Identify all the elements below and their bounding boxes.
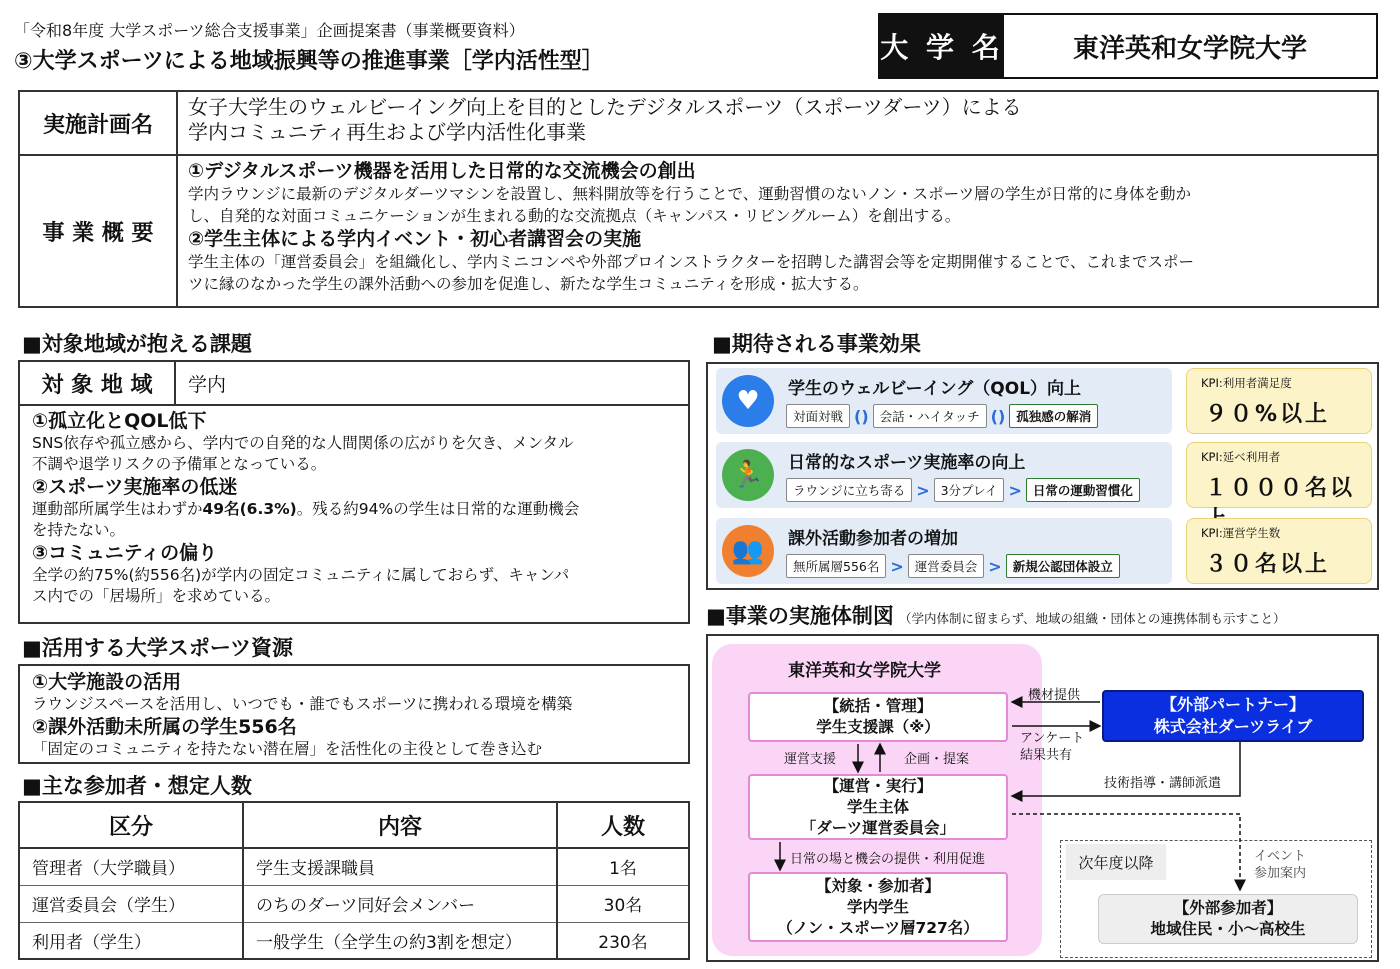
kpi-card: [1186, 442, 1372, 508]
area-label: 対 象 地 域: [20, 362, 176, 404]
org-heading-note: （学内体制に留まらず、地域の組織・団体との連携体制も示すこと）: [898, 611, 1286, 626]
effect-chip: ラウンジに立ち寄る: [786, 478, 912, 502]
chevron-right-icon: >: [890, 556, 904, 576]
target-line-2: 学内学生: [846, 897, 909, 916]
overview-heading-1: ①デジタルスポーツ機器を活用した日常的な交流機会の創出: [188, 160, 696, 182]
org-chart: [706, 634, 1379, 962]
table-cell: のちのダーツ同好会メンバー: [243, 885, 557, 922]
effect-title: 課外活動参加者の増加: [788, 529, 958, 549]
resources-box: [18, 664, 690, 764]
issues-heading: ■対象地域が抱える課題: [22, 332, 252, 356]
label-event: [1254, 848, 1306, 882]
university-name: 東洋英和女学院大学: [1072, 33, 1307, 64]
table-cell: 一般学生（全学生の約3割を想定）: [243, 922, 557, 959]
issue-heading-1: ①孤立化とQOL低下: [32, 410, 207, 432]
effect-card: [716, 442, 1172, 508]
issue-text-3a: 全学の約75%(約556名)が学内の固定コミュニティに属しておらず、キャンパ: [32, 566, 570, 584]
heart-icon: ♥: [722, 375, 774, 427]
plan-overview-table: [18, 90, 1379, 308]
plan-line-1: 女子大学生のウェルビーイング向上を目的としたデジタルスポーツ（スポーツダーツ）による: [188, 95, 1022, 119]
effect-chip: 対面対戦: [786, 404, 850, 428]
chevron-right-icon: >: [1008, 480, 1022, 500]
label-survey: [1020, 730, 1084, 764]
effect-chip-result: 孤独感の解消: [1009, 404, 1098, 428]
kpi-label: KPI:運営学生数: [1201, 526, 1281, 540]
label-event-1: イベント: [1254, 849, 1307, 864]
resource-heading-1: ①大学施設の活用: [32, 671, 182, 693]
overview-label: 事 業 概 要: [19, 155, 177, 307]
label-daily: 日常の場と機会の提供・利用促進: [790, 852, 986, 867]
issue-text-2a: [32, 499, 676, 520]
kpi-value: ９０%以上: [1205, 402, 1331, 427]
overview-content: [177, 155, 1378, 307]
issue-text-2-pre: 運動部所属学生はわずか: [32, 500, 203, 518]
cycle-arrow-icon: (): [854, 406, 869, 426]
overview-text-2b: ツに縁のなかった学生の課外活動への参加を促進し、新たな学生コミュニティを形成・拡大する。: [188, 275, 869, 293]
issue-text-2-bold: 49名(6.3%): [202, 500, 297, 518]
plan-name: [177, 91, 1378, 155]
arrow-event: [1012, 814, 1240, 890]
university-box: [878, 13, 1378, 79]
col-header-count: 人数: [557, 802, 689, 848]
kpi-card: [1186, 518, 1372, 584]
kpi-label: KPI:利用者満足度: [1201, 376, 1292, 390]
participants-heading: ■主な参加者・想定人数: [22, 774, 252, 798]
overview-heading-2: ②学生主体による学内イベント・初心者講習会の実施: [188, 228, 642, 250]
external-title: 【外部参加者】: [1173, 899, 1283, 917]
label-equipment: 機材提供: [1028, 688, 1081, 703]
issue-heading-2: ②スポーツ実施率の低迷: [32, 476, 238, 498]
table-cell: 管理者（大学職員）: [19, 848, 243, 885]
management-title: 【統括・管理】: [823, 697, 933, 715]
resource-heading-2: ②課外活動未所属の学生556名: [32, 716, 297, 738]
issue-heading-3: ③コミュニティの偏り: [32, 542, 218, 564]
kpi-value: １０００名以: [1205, 476, 1356, 501]
org-university-name: 東洋英和女学院大学: [788, 661, 941, 681]
table-row: [19, 848, 689, 885]
area-value: 学内: [188, 373, 227, 396]
overview-text-1a: 学内ラウンジに最新のデジタルダーツマシンを設置し、無料開放等を行うことで、運動習慣のないノン・スポーツ層の学生が日常的に身体を動か: [188, 185, 1192, 203]
table-cell: 1名: [557, 848, 689, 885]
issues-box: [18, 360, 690, 624]
resource-text-1: ラウンジスペースを活用し、いつでも・誰でもスポーツに携われる環境を構築: [32, 695, 573, 713]
effect-card: [716, 368, 1172, 434]
issue-text-2b: を持たない。: [32, 521, 126, 539]
resources-heading: ■活用する大学スポーツ資源: [22, 636, 294, 660]
resource-text-2: 「固定のコミュニティを持たない潜在層」を活性化の主役として巻き込む: [32, 740, 542, 758]
table-cell: 230名: [557, 922, 689, 959]
plan-label: 実施計画名: [19, 91, 177, 155]
org-heading-row: [706, 600, 1285, 630]
page-title: ③大学スポーツによる地域振興等の推進事業［学内活性型］: [14, 49, 604, 74]
overview-text-1b: し、自発的な対面コミュニケーションが生まれる動的な交流拠点（キャンパス・リビングルーム）を創出する。: [188, 207, 961, 225]
chevron-right-icon: >: [916, 480, 930, 500]
participants-table: [18, 801, 690, 960]
next-year-label: 次年度以降: [1066, 844, 1166, 880]
issue-text-1a: SNS依存や孤立感から、学内での自発的な人間関係の広がりを欠き、メンタル: [32, 434, 574, 452]
effect-chip: 3分プレイ: [934, 478, 1005, 502]
label-survey-2: 結果共有: [1020, 748, 1073, 763]
issue-text-3b: ス内での「居場所」を求めている。: [32, 587, 281, 605]
table-cell: 30名: [557, 885, 689, 922]
table-row: [19, 922, 689, 959]
label-tech: 技術指導・講師派遣: [1104, 776, 1222, 791]
effect-chip: 運営委員会: [908, 554, 985, 578]
target-line-3: （ノン・スポーツ層727名）: [777, 918, 979, 937]
col-header-category: 区分: [19, 802, 243, 848]
target-title: 【対象・参加者】: [815, 876, 940, 895]
university-label: 大 学 名: [880, 15, 1004, 77]
effect-chip-result: 新規公認団体設立: [1006, 554, 1120, 578]
effect-chip: 無所属層556名: [786, 554, 886, 578]
table-row: [19, 885, 689, 922]
management-name: 学生支援課（※）: [816, 718, 940, 736]
group-icon: 👥: [722, 525, 774, 577]
effect-title: 日常的なスポーツ実施率の向上: [788, 453, 1026, 473]
label-survey-1: アンケート: [1020, 731, 1085, 746]
table-cell: 利用者（学生）: [19, 922, 243, 959]
table-cell: 運営委員会（学生）: [19, 885, 243, 922]
issue-text-2-post: 。残る約94%の学生は日常的な運動機会: [296, 500, 580, 518]
external-name: 地域住民・小～高校生: [1150, 920, 1306, 938]
operations-line-2: 学生主体: [846, 797, 909, 816]
subtitle: 「令和8年度 大学スポーツ総合支援事業」企画提案書（事業概要資料）: [14, 21, 525, 40]
effect-chip: 会話・ハイタッチ: [873, 404, 987, 428]
effects-box: [706, 362, 1379, 590]
effect-title: 学生のウェルビーイング（QOL）向上: [788, 379, 1082, 399]
operations-line-3: 「ダーツ運営委員会」: [800, 818, 956, 837]
label-event-2: 参加案内: [1254, 866, 1307, 881]
org-heading: ■事業の実施体制図: [706, 604, 894, 628]
issue-text-1b: 不調や退学リスクの予備軍となっている。: [32, 455, 327, 473]
kpi-value: ３０名以上: [1205, 552, 1331, 577]
effect-chip-result: 日常の運動習慣化: [1026, 478, 1140, 502]
chevron-right-icon: >: [988, 556, 1002, 576]
operations-title: 【運営・実行】: [823, 776, 933, 795]
overview-text-2a: 学生主体の「運営委員会」を組織化し、学内ミニコンペや外部プロインストラクターを招聘した講習会等を定期開催することで、これまでスポー: [188, 253, 1194, 271]
label-planning: 企画・提案: [904, 752, 970, 767]
partner-name: 株式会社ダーツライブ: [1153, 717, 1313, 736]
partner-title: 【外部パートナー】: [1160, 695, 1305, 714]
cycle-arrow-icon: (): [990, 406, 1006, 426]
effects-heading: ■期待される事業効果: [712, 332, 921, 356]
plan-line-2: 学内コミュニティ再生および学内活性化事業: [188, 120, 586, 144]
col-header-content: 内容: [243, 802, 557, 848]
effect-card: [716, 518, 1172, 584]
kpi-label: KPI:延べ利用者: [1201, 450, 1281, 464]
table-cell: 学生支援課職員: [243, 848, 557, 885]
person-icon: 🏃: [722, 449, 774, 501]
kpi-card: [1186, 368, 1372, 434]
label-ops-support: 運営支援: [784, 752, 837, 767]
